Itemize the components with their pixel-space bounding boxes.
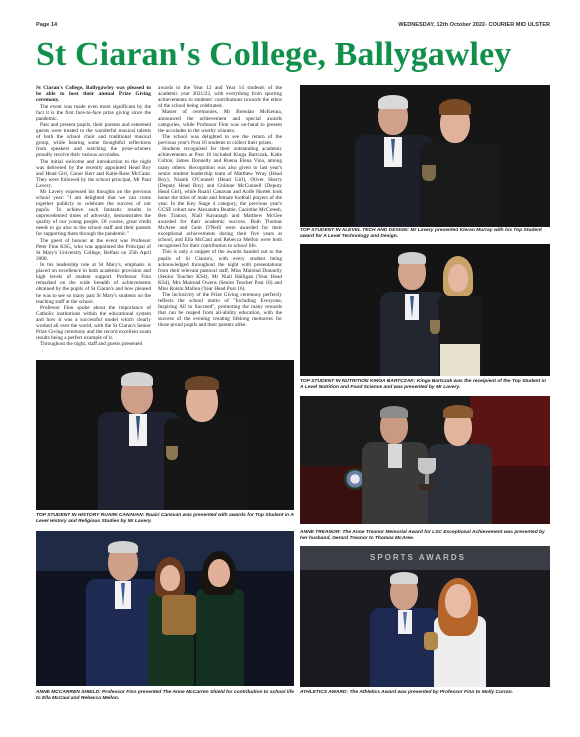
- article-column-2: [158, 85, 282, 355]
- article-paragraph: Past and present pupils, their parents and esteemed guests were treated to the wonderful musical talents of both the school choir and traditional musical group, while hearing some thoughtful reflections from speakers and watching the prize-winners proudly receive their various accolades.: [36, 122, 151, 159]
- photo-kieran-murray: [300, 85, 550, 227]
- article-paragraph: The initial welcome and introduction to the night was delivered by the recently appointed Head Boy and Head Girl, Conor Kerr and Katie-Rose McCann. They were followed by the school principal, Mr Paul Lavery.: [36, 158, 151, 189]
- caption-anne-treanor: ANNE TREANOR: The Anne Treanor Memorial Award for LSC Exceptional Achievement was presented by her husband, Gerard Treanor to Thomas McAree.: [300, 530, 545, 541]
- photo-anne-treanor-award: [300, 396, 550, 524]
- article-paragraph: In his leadership role at St Mary's, emphasis is placed on excellence in both academic provision and high levels of student support. Professor Finn remarked on the wide breadth of achievements obtained by the pupils of St Ciaran's and how pleased he was to see so many past St Mary's students on the teaching staff at the school.: [36, 262, 151, 305]
- article-paragraph: Throughout the night, staff and guests presented: [40, 341, 143, 348]
- student-figure: [420, 143, 500, 227]
- article-paragraph: Master of ceremonies, Mr Brendan McKenna, announced the achievement and special awards categories, while Professor Finn was on-hand to present the accolades to the worthy winners.: [158, 109, 282, 134]
- student-figure: [428, 444, 492, 524]
- article-paragraph: The inclusivity of the Prize Giving ceremony perfectly reflects the school motto of "Including Everyone, Inspiring All to Succeed", promoting the many rewards that can be reaped from all-ability education, with the success of the evening creating lifelong memories for those proud pupils and their parents alike.: [158, 292, 282, 329]
- article-paragraph: This is only a snippet of the awards handed out to the pupils of St Ciaran's, with every student being acknowledged throughout the night with presentations from their relevant pastoral staff, Miss Mairéad Donnelly (Senior Teacher KS4), Mr Niall Halligan (Year Head KS4), Mrs Mairead Owens (Senior Teacher Post 16) and Miss Roisin Mallon (Year Head Post 16).: [158, 249, 282, 292]
- article-column-1: [36, 85, 151, 355]
- photo-mccarren-shield: [36, 531, 294, 686]
- photo-ruairi-canavan: [36, 360, 294, 510]
- photo-athletics-award: [300, 546, 550, 687]
- page-dateline: WEDNESDAY, 12th October 2022- COURIER MID ULSTER: [398, 22, 550, 28]
- award-icon: [422, 165, 436, 181]
- caption-kinga-bartczak: TOP STUDENT IN NUTRITION KINGA BARTCZAK: Kinga Bartczak was the receipient of the Top Student in A Level Nutrition and Food Science and was presented by Mr Lavery.: [300, 379, 546, 390]
- shield-icon: [162, 595, 196, 635]
- article-paragraph: The event was made even more significant by the fact it is the first face-to-face prize giving since the pandemic.: [36, 103, 151, 122]
- article-paragraph: Professor Finn spoke about the importance of Catholic institutions within the educational system and how it was a successful model which clearly worked all over the world, with the St Ciaran's Senior Prize Giving ceremony and the record excellent exam results being a perfect example of it.: [36, 304, 151, 342]
- headline: St Ciaran's College, Ballygawley: [36, 36, 512, 73]
- article-paragraph: The guest of honour at the event was Professor Peter Finn KSG, who was appointed the Principal of St Mary's University College, Belfast on 25th April 2008.: [36, 237, 151, 262]
- article-paragraph: Students recognised for their outstanding academic achievements at Post 16 included Kinga Bartczak, Katie Colton, James Donnelly and Ruena Elena Vina, among many others. Recognition was also given to last year's senior student leadership team of Matthew Wray (Head Boy), Niamh O'Connell (Head Girl), Oliver Sherry (Deputy Head Boy) and Gráinne McConnell (Deputy Head Girl), while Ruairí Canavan and Aoife Hortek took home the titles of male and female football players of the year. In the Key Stage 4 category, the previous year's GCSE cohort saw Alexandra Beattie, Caoimhe McCreesh, Ben Trainor, Niall Kavanagh and Matthew McGee awarded for their academic success. Both Thomas McAree and Gem O'Neill were awarded for their exceptional achievements during their five years at school, and Ella McCaul and Rebecca Mellon were both recognised for their contribution to school life.: [158, 146, 282, 250]
- award-icon: [430, 320, 440, 334]
- trophy-icon: [418, 458, 436, 474]
- photo-kinga-bartczak: [300, 244, 550, 376]
- award-icon: [424, 632, 438, 650]
- caption-kieran-murray: TOP STUDENT IN ALEVEL TECH AND DESIGN: Mr Lavery presented Kieran Murray with his Top Student award for A Level Technology and Design.: [300, 228, 542, 239]
- article-paragraph: Mr Lavery expressed his thoughts on the previous school year: "I am delighted that we can come together publicly to celebrate the success of our pupils. To achieve such fantastic results in unprecedented times of adversity, demonstrates the quality of our young people. Of course, great credit needs to go also to the school staff and their parents for supporting them through the pandemic.": [36, 189, 151, 238]
- page-number: Page 14: [36, 22, 58, 28]
- caption-athletics: ATHLETICS AWARD: The Athletics Award was presented by Professor Finn to Molly Curran.: [300, 690, 513, 695]
- caption-mccarren-shield: ANNE MCCARREN SHIELD: Professor Finn presented The Anne McCarren Shield for contribution to school life to Ella McCaul and Rebecca Mellon.: [36, 690, 294, 701]
- article-paragraph: awards to the Year 12 and Year 14 students of the academic year 2021/22, with everything from sporting achievements to students' contributions towards the ethos of the school being celebrated.: [158, 85, 282, 110]
- article-paragraph: The school was delighted to see the return of the previous year's Post 16 students to collect their prizes.: [158, 133, 282, 147]
- award-icon: [166, 446, 178, 460]
- sports-awards-banner: SPORTS AWARDS: [370, 553, 466, 562]
- student-figure: [164, 418, 248, 510]
- student-figure: [196, 589, 244, 686]
- caption-ruairi-canavan: TOP STUDENT IN HISTORY RUAIRI CANAVAN: Ruairi Canavan was presented with awards for Top Student in A Level History and Religious Studies by Mr Lavery.: [36, 513, 294, 524]
- article-lede: St Ciaran's College, Ballygawley was pleased to be able to host their annual Prize Giving ceremony.: [36, 85, 151, 104]
